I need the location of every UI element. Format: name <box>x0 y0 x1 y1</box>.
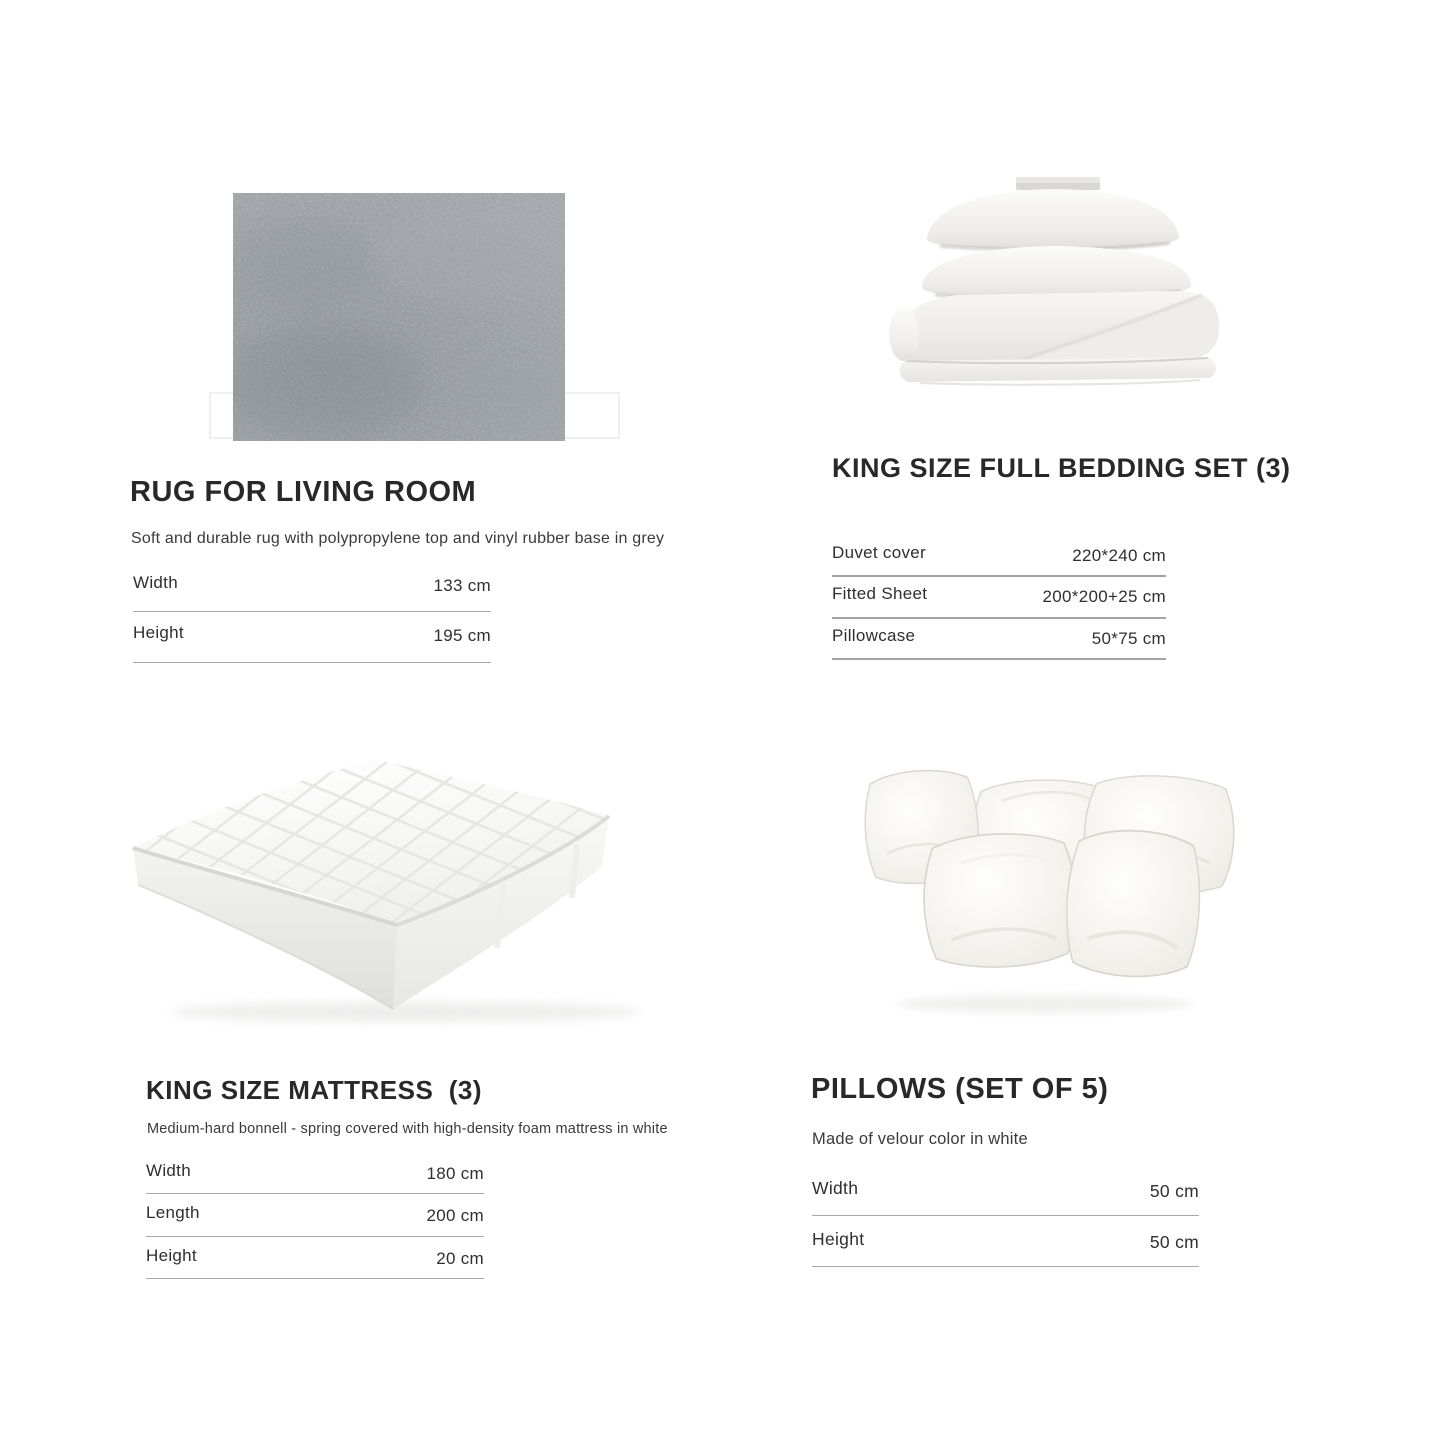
product-title: PILLOWS (SET OF 5) <box>811 1073 1109 1105</box>
spec-value: 195 cm <box>433 626 491 646</box>
spec-table <box>146 1152 484 1279</box>
spec-value: 220*240 cm <box>1072 546 1166 565</box>
product-title: KING SIZE MATTRESS (3) <box>146 1075 483 1105</box>
spec-label: Pillowcase <box>832 625 916 645</box>
spec-label: Width <box>146 1161 191 1180</box>
mattress-photo-svg <box>125 752 685 1030</box>
spec-value: 50*75 cm <box>1091 628 1166 648</box>
pillows-photo-svg <box>855 752 1245 1017</box>
spec-row <box>832 619 1166 660</box>
spec-table <box>133 562 491 663</box>
spec-row <box>146 1152 484 1194</box>
spec-label: Height <box>812 1228 865 1249</box>
spec-label: Fitted Sheet <box>832 584 928 604</box>
spec-table <box>832 536 1166 660</box>
bedding-photo-svg <box>880 158 1230 393</box>
spec-value: 20 cm <box>436 1248 484 1268</box>
spec-value: 133 cm <box>433 576 491 595</box>
spec-label: Height <box>133 623 184 643</box>
spec-label: Width <box>133 573 178 592</box>
spec-label: Duvet cover <box>832 543 927 562</box>
spec-value: 180 cm <box>426 1164 484 1183</box>
product-title: RUG FOR LIVING ROOM <box>130 476 477 508</box>
spec-row <box>812 1216 1199 1267</box>
spec-value: 50 cm <box>1149 1181 1199 1201</box>
rug-photo-svg <box>233 193 565 441</box>
product-description: Medium-hard bonnell - spring covered with high-density foam mattress in white <box>147 1121 668 1137</box>
spec-value: 200 cm <box>426 1206 484 1226</box>
spec-row <box>146 1194 484 1236</box>
spec-row <box>832 577 1166 618</box>
product-description: Made of velour color in white <box>812 1130 1028 1148</box>
spec-label: Width <box>812 1178 859 1198</box>
product-title: KING SIZE FULL BEDDING SET (3) <box>832 453 1291 483</box>
bedding-set-image <box>880 158 1230 393</box>
spec-row <box>832 536 1166 577</box>
mattress-image <box>125 752 685 1030</box>
spec-row <box>146 1237 484 1279</box>
spec-label: Height <box>146 1245 197 1265</box>
product-description: Soft and durable rug with polypropylene top and vinyl rubber base in grey <box>131 530 665 547</box>
pillows-image <box>855 752 1245 1017</box>
spec-row <box>133 612 491 662</box>
spec-row <box>133 562 491 612</box>
spec-row <box>812 1165 1199 1216</box>
spec-label: Length <box>146 1203 200 1223</box>
spec-value: 50 cm <box>1149 1231 1199 1252</box>
spec-value: 200*200+25 cm <box>1042 587 1166 607</box>
rug-image <box>233 193 565 441</box>
spec-table <box>812 1165 1199 1267</box>
